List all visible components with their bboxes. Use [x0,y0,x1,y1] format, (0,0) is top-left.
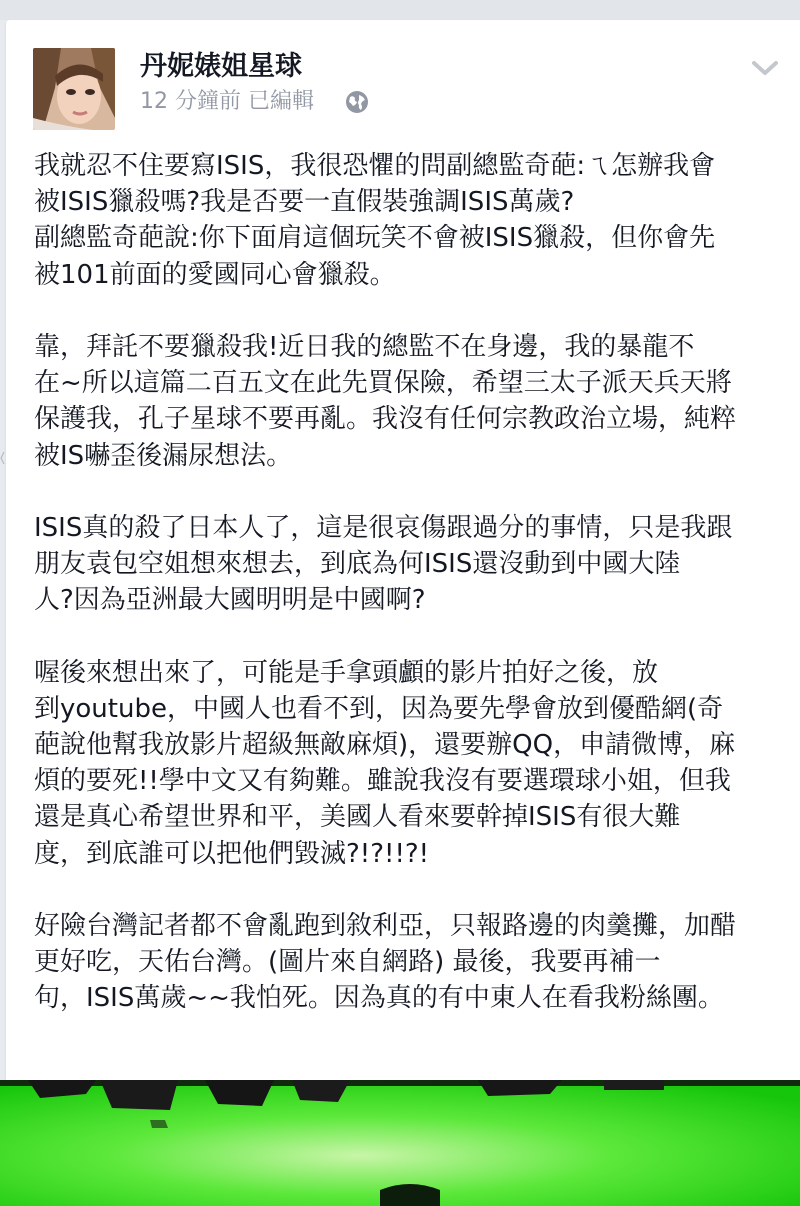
text-line: 煩的要死!!學中文又有夠難。雖說我沒有要選環球小姐，但我 [34,766,731,797]
text-line: 被101前面的愛國同心會獵殺。 [34,259,396,290]
text-line: 到youtube，中國人也看不到，因為要先學會放到優酷網(奇 [34,693,724,724]
text-line: 更好吃，天佑台灣。(圖片來自網路) 最後，我要再補一 [34,947,661,978]
feed-top-strip [0,0,800,20]
text-line: 被ISIS獵殺嗎?我是否要一直假裝強調ISIS萬歲? [34,187,575,218]
avatar[interactable] [33,48,115,130]
text-line: 副總監奇葩說:你下面肩這個玩笑不會被ISIS獵殺，但你會先 [34,223,716,254]
text-line: 被IS嚇歪後漏尿想法。 [34,440,293,471]
text-line: 靠，拜託不要獵殺我!近日我的總監不在身邊，我的暴龍不 [34,331,695,362]
text-line: 好險台灣記者都不會亂跑到敘利亞，只報路邊的肉羹攤，加醋 [34,910,737,941]
text-line: 句，ISIS萬歲~~我怕死。因為真的有中東人在看我粉絲團。 [34,983,724,1014]
post-paragraph [34,510,796,619]
post-paragraph [34,148,796,293]
author-name[interactable]: 丹妮婊姐星球 [140,51,302,82]
globe-icon[interactable] [344,89,370,115]
text-line: 還是真心希望世界和平，美國人看來要幹掉ISIS有很大難 [34,802,681,833]
post-timestamp[interactable]: 12 分鐘前 已編輯 [140,89,314,114]
chevron-down-icon[interactable] [750,58,780,78]
post-paragraph [34,655,796,872]
text-line: 人?因為亞洲最大國明明是中國啊? [34,585,426,616]
post-card [6,20,800,1080]
text-line: ISIS真的殺了日本人了，這是很哀傷跟過分的事情，只是我跟 [34,512,733,543]
scroll-indicator [0,450,5,466]
text-line: 朋友袁包空姐想來想去，到底為何ISIS還沒動到中國大陸 [34,549,681,580]
post-text [34,148,796,1053]
text-line: 度，到底誰可以把他們毀滅?!?!!?! [34,838,430,869]
post-photo[interactable] [0,1080,800,1206]
text-line: 保護我，孔子星球不要再亂。我沒有任何宗教政治立場，純粹 [34,404,737,435]
text-line: 我就忍不住要寫ISIS，我很恐懼的問副總監奇葩:ㄟ怎辦我會 [34,151,716,181]
text-line: 在~所以這篇二百五文在此先買保險，希望三太子派天兵天將 [34,368,732,399]
text-line: 喔後來想出來了，可能是手拿頭顱的影片拍好之後，放 [34,657,659,688]
post-paragraph [34,329,796,474]
post-paragraph [34,908,796,1017]
text-line: 葩說他幫我放影片超級無敵麻煩)，還要辦QQ，申請微博，麻 [34,730,736,760]
